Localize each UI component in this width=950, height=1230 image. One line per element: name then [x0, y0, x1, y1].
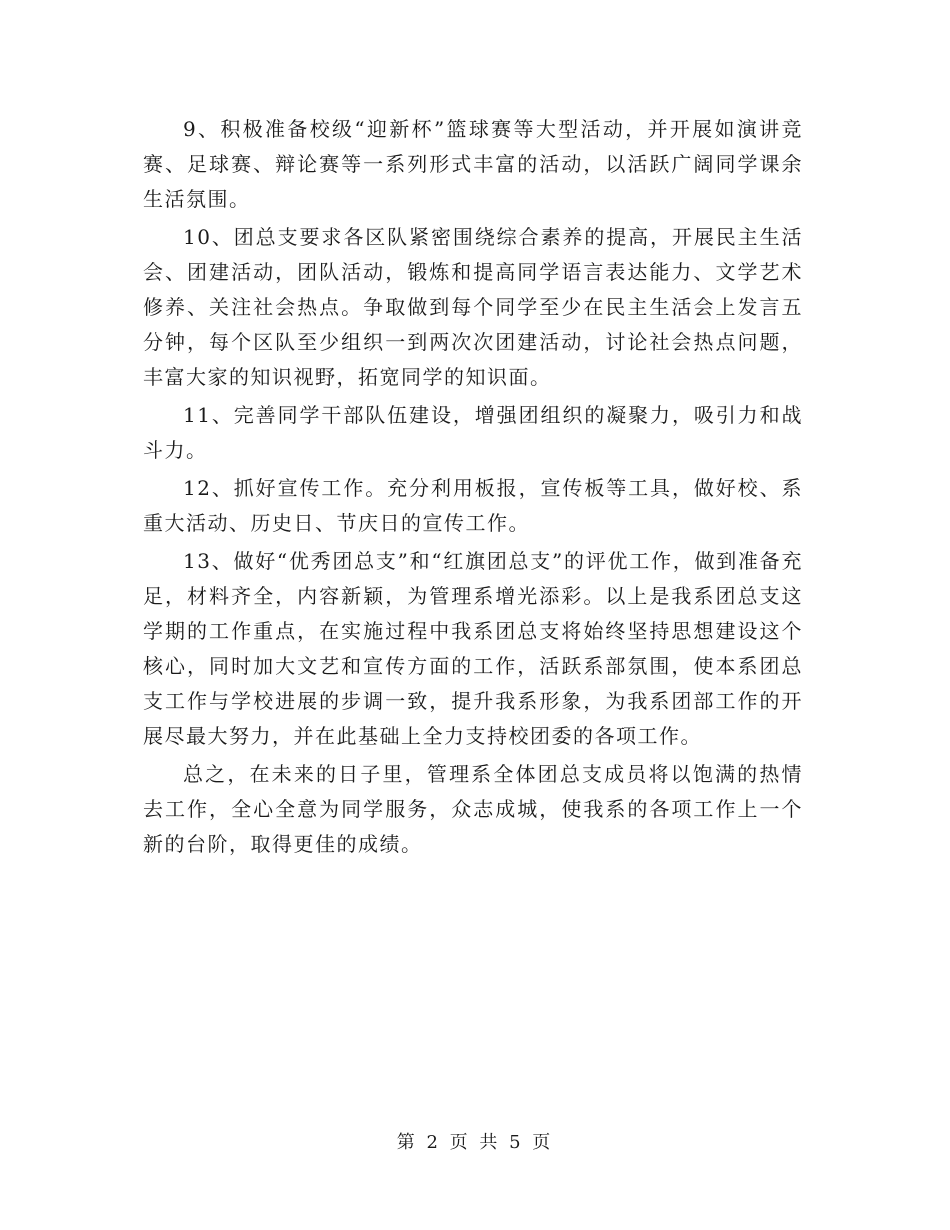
page-number-footer: 第 2 页 共 5 页	[396, 1132, 554, 1153]
paragraph-item-10: 10、团总支要求各区队紧密围绕综合素养的提高，开展民主生活会、团建活动，团队活动，锻炼和提高同学语言表达能力、文学艺术修养、关注社会热点。争取做到每个同学至少在民主生活会上发言五分钟，每个区队至少组织一到两次次团建活动，讨论社会热点问题，丰富大家的知识视野，拓宽同学的知识面。	[143, 225, 803, 389]
paragraph-item-12: 12、抓好宣传工作。充分利用板报，宣传板等工具，做好校、系重大活动、历史日、节庆日的宣传工作。	[143, 476, 803, 535]
paragraph-item-11: 11、完善同学干部队伍建设，增强团组织的凝聚力，吸引力和战斗力。	[143, 403, 803, 462]
paragraph-item-13: 13、做好“优秀团总支”和“红旗团总支”的评优工作，做到准备充足，材料齐全，内容新颖，为管理系增光添彩。以上是我系团总支这学期的工作重点，在实施过程中我系团总支将始终坚持思想建设这个核心，同时加大文艺和宣传方面的工作，活跃系部氛围，使本系团总支工作与学校进展的步调一致，提升我系形象，为我系团部工作的开展尽最大努力，并在此基础上全力支持校团委的各项工作。	[143, 549, 803, 748]
paragraph-conclusion: 总之，在未来的日子里，管理系全体团总支成员将以饱满的热情去工作，全心全意为同学服务，众志成城，使我系的各项工作上一个新的台阶，取得更佳的成绩。	[143, 762, 803, 856]
paragraph-item-9: 9、积极准备校级“迎新杯”篮球赛等大型活动，并开展如演讲竞赛、足球赛、辩论赛等一系列形式丰富的活动，以活跃广阔同学课余生活氛围。	[143, 117, 803, 211]
document-body	[143, 112, 803, 865]
